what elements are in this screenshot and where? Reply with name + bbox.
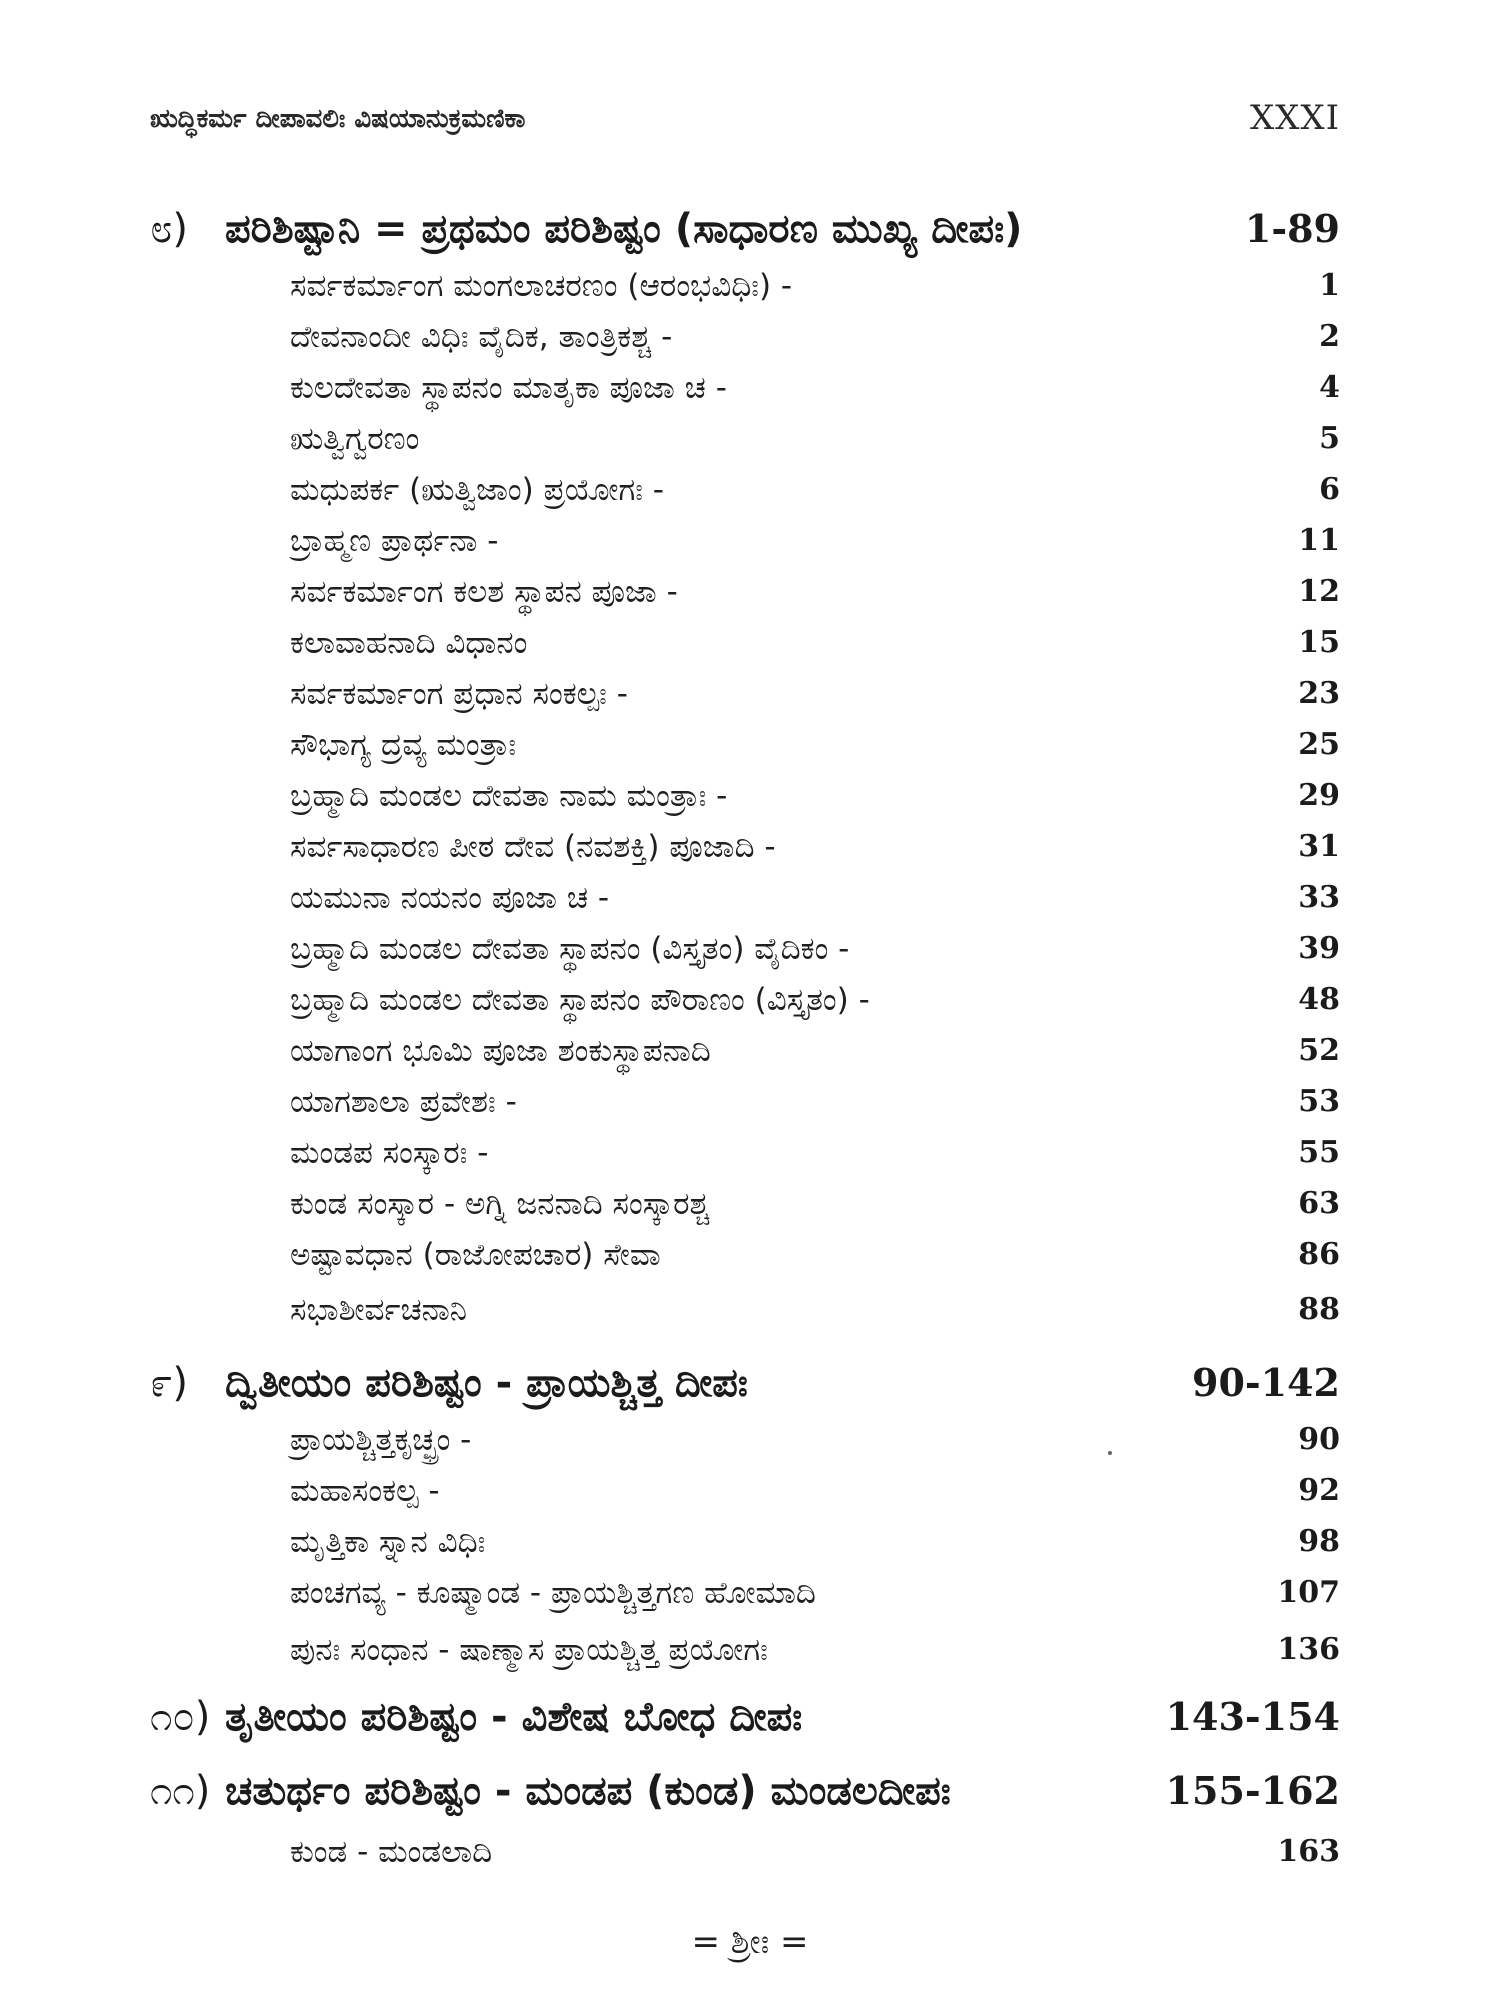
entry-page: 88 bbox=[1298, 1292, 1340, 1327]
entry-title: ಋತ್ವಿಗ್ವರಣಂ bbox=[290, 421, 420, 457]
section-heading bbox=[150, 200, 1340, 256]
section-pages: 1-89 bbox=[1244, 206, 1340, 251]
toc-entry bbox=[290, 417, 1340, 463]
toc-entry bbox=[290, 1571, 1340, 1617]
toc-entry bbox=[290, 1080, 1340, 1126]
section-title: ಪರಿಶಿಷ್ಟಾನಿ = ಪ್ರಥಮಂ ಪರಿಶಿಷ್ಟಂ (ಸಾಧಾರಣ ಮುಖ್ಯ ದೀಪಃ) bbox=[225, 206, 1023, 252]
entry-page: 29 bbox=[1298, 778, 1340, 813]
entry-title: ಬ್ರಹ್ಮಾದಿ ಮಂಡಲ ದೇವತಾ ನಾಮ ಮಂತ್ರಾಃ - bbox=[290, 778, 728, 814]
toc-entry bbox=[290, 876, 1340, 922]
entry-page: 63 bbox=[1298, 1186, 1340, 1221]
entry-title: ಅಷ್ಟಾವಧಾನ (ರಾಜೋಪಚಾರ) ಸೇವಾ bbox=[290, 1237, 661, 1273]
entry-title: ಮೃತ್ತಿಕಾ ಸ್ನಾನ ವಿಧಿಃ bbox=[290, 1524, 486, 1560]
entry-page: 48 bbox=[1298, 982, 1340, 1017]
entry-page: 2 bbox=[1319, 319, 1340, 354]
entry-title: ಸೌಭಾಗ್ಯ ದ್ರವ್ಯ ಮಂತ್ರಾಃ bbox=[290, 727, 517, 763]
entry-page: 1 bbox=[1319, 268, 1340, 303]
toc-entry bbox=[290, 1469, 1340, 1515]
entry-title: ಬ್ರಹ್ಮಾದಿ ಮಂಡಲ ದೇವತಾ ಸ್ಥಾಪನಂ (ವಿಸ್ತೃತಂ) ವೈದಿಕಂ - bbox=[290, 931, 850, 967]
entry-title: ಮಧುಪರ್ಕ (ಋತ್ವಿಜಾಂ) ಪ್ರಯೋಗಃ - bbox=[290, 472, 664, 508]
toc-entry bbox=[290, 825, 1340, 871]
entry-title: ಯಾಗಶಾಲಾ ಪ್ರವೇಶಃ - bbox=[290, 1084, 517, 1120]
entry-title: ಮಂಡಪ ಸಂಸ್ಕಾರಃ - bbox=[290, 1135, 489, 1171]
entry-page: 12 bbox=[1298, 574, 1340, 609]
entry-page: 53 bbox=[1298, 1084, 1340, 1119]
entry-page: 4 bbox=[1319, 370, 1340, 405]
toc-entry bbox=[290, 1029, 1340, 1075]
page-number: XXXI bbox=[1249, 98, 1340, 138]
toc-entry bbox=[290, 570, 1340, 616]
toc-entry bbox=[290, 264, 1340, 310]
entry-title: ಸರ್ವಸಾಧಾರಣ ಪೀಠ ದೇವ (ನವಶಕ್ತಿ) ಪೂಜಾದಿ - bbox=[290, 829, 776, 865]
section-number: ೮) bbox=[150, 206, 189, 252]
section-pages: 155-162 bbox=[1165, 1768, 1340, 1813]
toc-entry bbox=[290, 927, 1340, 973]
toc-entry bbox=[290, 315, 1340, 361]
toc-entry bbox=[290, 978, 1340, 1024]
entry-title: ಕುಂಡ ಸಂಸ್ಕಾರ - ಅಗ್ನಿ ಜನನಾದಿ ಸಂಸ್ಕಾರಶ್ಚ bbox=[290, 1186, 710, 1222]
section-number: ೧೧) bbox=[150, 1768, 211, 1814]
entry-page: 92 bbox=[1298, 1473, 1340, 1508]
entry-title: ಸರ್ವಕರ್ಮಾಂಗ ಕಲಶ ಸ್ಥಾಪನ ಪೂಜಾ - bbox=[290, 574, 678, 610]
entry-page: 6 bbox=[1319, 472, 1340, 507]
entry-page: 86 bbox=[1298, 1237, 1340, 1272]
entry-page: 23 bbox=[1298, 676, 1340, 711]
entry-title: ಕಲಾವಾಹನಾದಿ ವಿಧಾನಂ bbox=[290, 625, 528, 661]
entry-page: 15 bbox=[1298, 625, 1340, 660]
entry-page: 11 bbox=[1298, 523, 1340, 558]
entry-title: ಕುಲದೇವತಾ ಸ್ಥಾಪನಂ ಮಾತೃಕಾ ಪೂಜಾ ಚ - bbox=[290, 370, 727, 406]
section-pages: 143-154 bbox=[1165, 1694, 1340, 1739]
entry-title: ಮಹಾಸಂಕಲ್ಪ - bbox=[290, 1473, 440, 1509]
stray-mark bbox=[1108, 1451, 1112, 1455]
entry-page: 163 bbox=[1277, 1834, 1340, 1869]
entry-title: ಪಂಚಗವ್ಯ - ಕೂಷ್ಮಾಂಡ - ಪ್ರಾಯಶ್ಚಿತ್ತಗಣ ಹೋಮಾದಿ bbox=[290, 1575, 816, 1611]
section-title: ತೃತೀಯಂ ಪರಿಶಿಷ್ಟಂ - ವಿಶೇಷ ಬೋಧ ದೀಪಃ bbox=[225, 1694, 803, 1740]
toc-entry bbox=[290, 366, 1340, 412]
toc-entry bbox=[290, 1520, 1340, 1566]
toc-entry bbox=[290, 1830, 1340, 1876]
toc-entry bbox=[290, 468, 1340, 514]
section-title: ದ್ವಿತೀಯಂ ಪರಿಶಿಷ್ಟಂ - ಪ್ರಾಯಶ್ಚಿತ್ತ ದೀಪಃ bbox=[225, 1360, 748, 1406]
section-number: ೧೦) bbox=[150, 1694, 211, 1740]
section-heading bbox=[150, 1688, 1340, 1744]
entry-page: 55 bbox=[1298, 1135, 1340, 1170]
section-pages: 90-142 bbox=[1192, 1360, 1340, 1405]
entry-title: ಯಾಗಾಂಗ ಭೂಮಿ ಪೂಜಾ ಶಂಕುಸ್ಥಾಪನಾದಿ bbox=[290, 1033, 711, 1069]
entry-page: 39 bbox=[1298, 931, 1340, 966]
toc-entry bbox=[290, 774, 1340, 820]
entry-page: 136 bbox=[1277, 1632, 1340, 1667]
entry-title: ಸರ್ವಕರ್ಮಾಂಗ ಪ್ರಧಾನ ಸಂಕಲ್ಪಃ - bbox=[290, 676, 628, 712]
toc-entry bbox=[290, 1288, 1340, 1334]
section-heading bbox=[150, 1762, 1340, 1818]
section-heading bbox=[150, 1354, 1340, 1410]
entry-title: ಪ್ರಾಯಶ್ಚಿತ್ತಕೃಚ್ಛ್ರಂ - bbox=[290, 1422, 472, 1458]
toc-entry bbox=[290, 621, 1340, 667]
toc-entry bbox=[290, 1233, 1340, 1279]
entry-title: ಕುಂಡ - ಮಂಡಲಾದಿ bbox=[290, 1834, 493, 1870]
toc-entry bbox=[290, 519, 1340, 565]
entry-page: 107 bbox=[1277, 1575, 1340, 1610]
entry-title: ಬ್ರಾಹ್ಮಣ ಪ್ರಾರ್ಥನಾ - bbox=[290, 523, 499, 559]
toc-entry bbox=[290, 1628, 1340, 1674]
entry-title: ದೇವನಾಂದೀ ವಿಧಿಃ ವೈದಿಕ, ತಾಂತ್ರಿಕಶ್ಚ - bbox=[290, 319, 673, 355]
entry-page: 31 bbox=[1298, 829, 1340, 864]
entry-page: 5 bbox=[1319, 421, 1340, 456]
entry-page: 90 bbox=[1298, 1422, 1340, 1457]
section-title: ಚತುರ್ಥಂ ಪರಿಶಿಷ್ಟಂ - ಮಂಡಪ (ಕುಂಡ) ಮಂಡಲದೀಪಃ bbox=[225, 1768, 951, 1814]
entry-page: 25 bbox=[1298, 727, 1340, 762]
toc-entry bbox=[290, 672, 1340, 718]
entry-page: 98 bbox=[1298, 1524, 1340, 1559]
toc-entry bbox=[290, 1418, 1340, 1464]
toc-entry bbox=[290, 1182, 1340, 1228]
section-number: ೯) bbox=[150, 1360, 189, 1406]
closing-invocation: = ಶ್ರೀಃ = bbox=[691, 1922, 809, 1962]
entry-page: 33 bbox=[1298, 880, 1340, 915]
entry-page: 52 bbox=[1298, 1033, 1340, 1068]
entry-title: ಪುನಃ ಸಂಧಾನ - ಷಾಣ್ಮಾಸ ಪ್ರಾಯಶ್ಚಿತ್ತ ಪ್ರಯೋಗಃ bbox=[290, 1632, 768, 1668]
entry-title: ಯಮುನಾ ನಯನಂ ಪೂಜಾ ಚ - bbox=[290, 880, 610, 916]
entry-title: ಸಭಾಶೀರ್ವಚನಾನಿ bbox=[290, 1292, 468, 1328]
entry-title: ಬ್ರಹ್ಮಾದಿ ಮಂಡಲ ದೇವತಾ ಸ್ಥಾಪನಂ ಪೌರಾಣಂ (ವಿಸ್ತೃತಂ) - bbox=[290, 982, 870, 1018]
entry-title: ಸರ್ವಕರ್ಮಾಂಗ ಮಂಗಲಾಚರಣಂ (ಆರಂಭವಿಧಿಃ) - bbox=[290, 268, 793, 304]
toc-entry bbox=[290, 1131, 1340, 1177]
toc-entry bbox=[290, 723, 1340, 769]
running-title: ಋದ್ಧಿಕರ್ಮ ದೀಪಾವಲಿಃ ವಿಷಯಾನುಕ್ರಮಣಿಕಾ bbox=[150, 104, 526, 134]
